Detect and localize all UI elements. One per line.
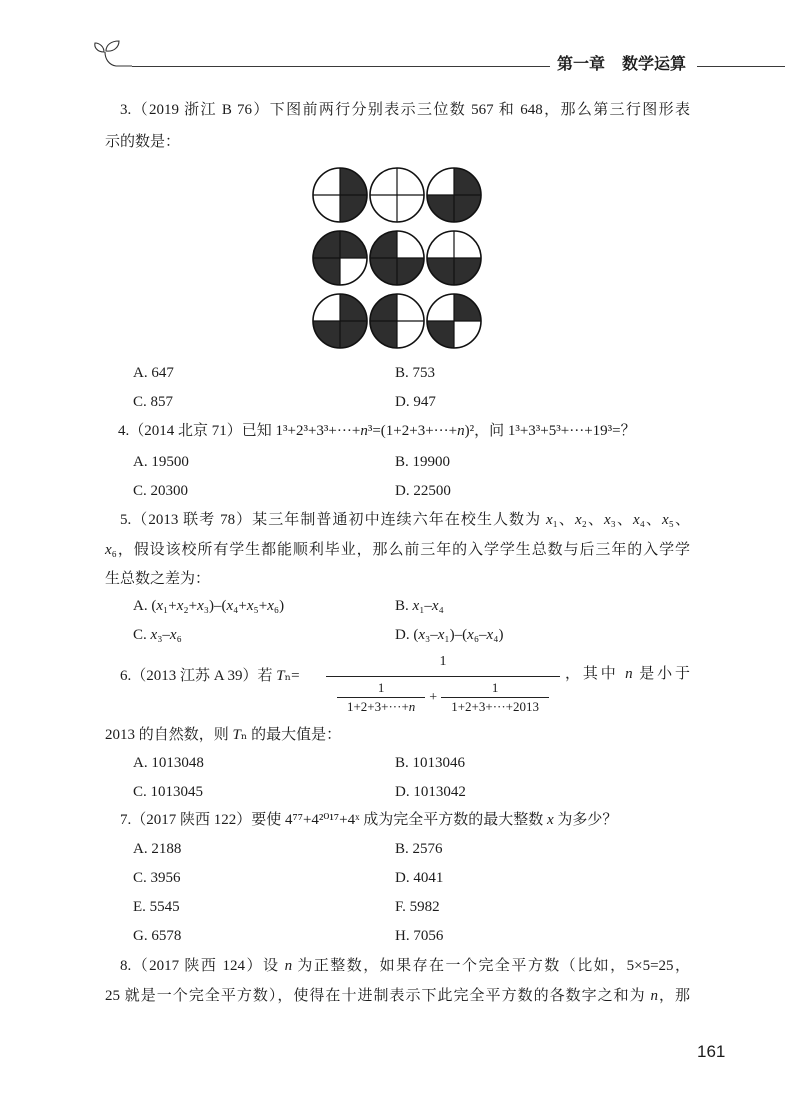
q5-option-c: C. x₃–x₆ (133, 627, 182, 643)
denominator-term-2 (441, 680, 549, 715)
circle-pattern-figure (305, 159, 490, 359)
q7-option-d: D. 4041 (395, 870, 444, 886)
q7-option-h: H. 7056 (395, 928, 444, 944)
math-variable: x (604, 512, 611, 528)
q5-text-line-2: x₆，假设该校所有学生都能顺利毕业，那么前三年的入学学生总数与后三年的入学学 (105, 542, 690, 558)
figure-circle (427, 231, 481, 285)
math-variable: x (486, 627, 494, 643)
math-variable: x (169, 627, 177, 643)
term-1-numerator: 1 (377, 680, 385, 695)
q3-option-a: A. 647 (133, 365, 174, 381)
math-variable: x (156, 598, 163, 614)
q7-option-e: E. 5545 (133, 899, 180, 915)
chapter-number: 第一章 (557, 56, 606, 73)
math-variable: T (276, 668, 285, 684)
math-variable: n (284, 958, 293, 974)
page-number: 161 (697, 1042, 726, 1061)
term-1-bar (337, 697, 425, 698)
sprout-icon (92, 36, 132, 68)
figure-circle (427, 168, 481, 222)
q6-option-c: C. 1013045 (133, 784, 204, 800)
q7-option-a: A. 2188 (133, 841, 182, 857)
math-variable: x (574, 512, 582, 528)
math-variable: x (267, 598, 274, 614)
fraction-numerator: 1 (439, 654, 447, 669)
q7-option-b: B. 2576 (395, 841, 443, 857)
q7-option-g: G. 6578 (133, 928, 182, 944)
q4-option-d: D. 22500 (395, 483, 451, 499)
figure-circle (427, 294, 481, 348)
math-variable: x (418, 627, 425, 643)
math-variable: n (457, 423, 465, 439)
figure-circle (370, 294, 424, 348)
q3-option-d: D. 947 (395, 394, 436, 410)
q6-option-d: D. 1013042 (395, 784, 466, 800)
math-variable: x (105, 542, 112, 558)
figure-circle (370, 231, 424, 285)
math-variable: n (625, 666, 633, 682)
fraction-denominator (337, 680, 549, 715)
figure-circle (313, 231, 367, 285)
q5-option-a: A. (x₁+x₂+x₃)–(x₄+x₅+x₆) (133, 598, 285, 614)
math-variable: T (232, 727, 241, 743)
math-variable: x (467, 627, 474, 643)
q8-text-line-2: 25 就是一个完全平方数），使得在十进制表示下此完全平方数的各数字之和为 n，那 (105, 988, 690, 1004)
math-variable: x (226, 598, 234, 614)
math-variable: n (408, 699, 416, 714)
q6-text-line-2: 2013 的自然数，则 Tₙ 的最大值是： (105, 727, 342, 743)
math-variable: x (246, 598, 254, 614)
math-variable: x (197, 598, 204, 614)
q3-text-line-1: 3.（2019 浙江 B 76）下图前两行分别表示三位数 567 和 648，那么第三行图形表 (120, 102, 690, 118)
q5-option-d: D. (x₃–x₁)–(x₆–x₄) (395, 627, 504, 643)
figure-circle (370, 168, 424, 222)
math-variable: x (662, 512, 669, 528)
figure-circle (313, 294, 367, 348)
term-2-numerator: 1 (491, 680, 499, 695)
term-2-bar (441, 697, 549, 698)
chapter-title: 数学运算 (622, 56, 687, 73)
q5-text-line-3: 生总数之差为： (105, 571, 211, 587)
header-rule-right (697, 66, 785, 67)
denominator-term-1 (337, 680, 425, 715)
header-rule-left (132, 66, 550, 67)
q3-option-c: C. 857 (133, 394, 174, 410)
fraction-bar (326, 676, 560, 677)
math-variable: x (431, 598, 439, 614)
q4-option-a: A. 19500 (133, 454, 189, 470)
q7-option-f: F. 5982 (395, 899, 440, 915)
q4-option-c: C. 20300 (133, 483, 189, 499)
q5-option-b: B. x₁–x₄ (395, 598, 444, 614)
q5-text-line-1: 5.（2013 联考 78）某三年制普通初中连续六年在校生人数为 x₁、x₂、x₃、x₄、x₅、 (120, 512, 690, 528)
q7-option-c: C. 3956 (133, 870, 181, 886)
math-variable: x (633, 512, 640, 528)
q8-text-line-1: 8.（2017 陕西 124）设 n 为正整数，如果存在一个完全平方数（比如，5×5=25， (120, 958, 690, 974)
q3-text-line-2: 示的数是： (105, 134, 181, 150)
math-variable: n (360, 423, 368, 439)
term-2-denominator: 1+2+3+···+2013 (451, 699, 540, 714)
q3-option-b: B. 753 (395, 365, 436, 381)
q6-option-a: A. 1013048 (133, 755, 204, 771)
tn-fraction (326, 652, 560, 715)
math-variable: x (412, 598, 420, 614)
math-variable: x (437, 627, 445, 643)
q6-option-b: B. 1013046 (395, 755, 466, 771)
figure-circle (313, 168, 367, 222)
term-1-denominator: 1+2+3+···+n (346, 699, 416, 714)
math-variable: x (545, 512, 553, 528)
q4-text: 4.（2014 北京 71）已知 1³+2³+3³+···+n³=(1+2+3+···+n)²，问 1³+3³+5³+···+19³=？ (118, 423, 636, 439)
math-variable: x (150, 627, 158, 643)
math-variable: x (546, 812, 554, 828)
math-variable: n (650, 988, 658, 1004)
q4-option-b: B. 19900 (395, 454, 451, 470)
plus-sign: + (429, 689, 438, 705)
q6-text-tail: ，其中 n 是小于 (565, 666, 690, 682)
q7-text: 7.（2017 陕西 122）要使 4⁷⁷+4²⁰¹⁷+4ˣ 成为完全平方数的最大整数 x 为多少？ (120, 812, 618, 828)
math-variable: x (176, 598, 184, 614)
q6-text-lead: 6.（2013 江苏 A 39）若 Tₙ= (120, 668, 300, 684)
